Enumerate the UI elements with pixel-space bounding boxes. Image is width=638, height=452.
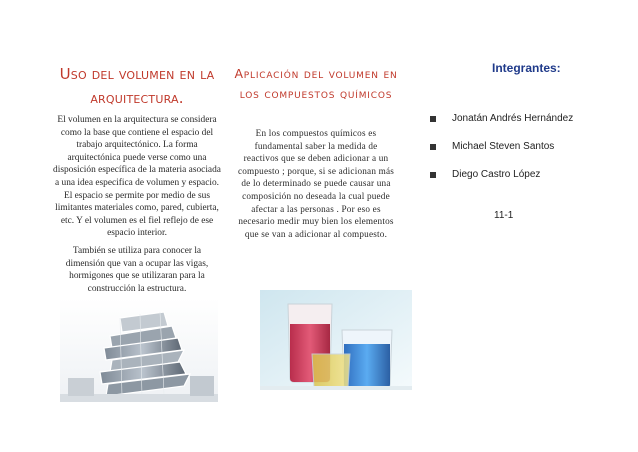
- members-heading: Integrantes:: [492, 61, 561, 75]
- architecture-paragraph-2: También se utiliza para conocer la dimensión que van a ocupar las vigas, hormigones que se utilizaran para la construcción la estructura.: [65, 246, 209, 294]
- chemistry-paragraph: En los compuestos químicos es fundamental saber la medida de reactivos que se deben adicionar a un compuesto ; porque, si se adicionan más de lo determinado se puede causar una composición no deseada la cual puede afectar a las personas . Por eso es necesario medir muy bien los elementos que se van a adicionar al compuesto.: [237, 128, 395, 239]
- member-name: Michael Steven Santos: [452, 141, 555, 152]
- architecture-paragraph-1: El volumen en la arquitectura se considera como la base que contiene el espacio del trabajo arquitectónico. La forma arquitectónica puede verse como una disposición específica de la materia asociada a una idea especifica de volumen y espacio. El espacio se permite por medio de sus limitantes materiales como, pared, cubierta, etc. Y el volumen es el fiel reflejo de ese espacio interior.: [53, 115, 221, 239]
- member-item: [430, 113, 573, 124]
- beakers-image: [260, 290, 412, 390]
- architecture-title: Uso del volumen en la arquitectura.: [59, 65, 215, 107]
- member-item: [430, 141, 554, 152]
- group-label: 11-1: [494, 210, 514, 221]
- member-name: Diego Castro López: [452, 169, 541, 180]
- bullet-icon: [430, 144, 436, 150]
- member-item: [430, 169, 540, 180]
- bullet-icon: [430, 116, 436, 122]
- chemistry-title: Aplicación del volumen en los compuestos químicos: [234, 66, 398, 101]
- building-image: [60, 298, 218, 402]
- bullet-icon: [430, 172, 436, 178]
- member-name: Jonatán Andrés Hernández: [452, 113, 574, 124]
